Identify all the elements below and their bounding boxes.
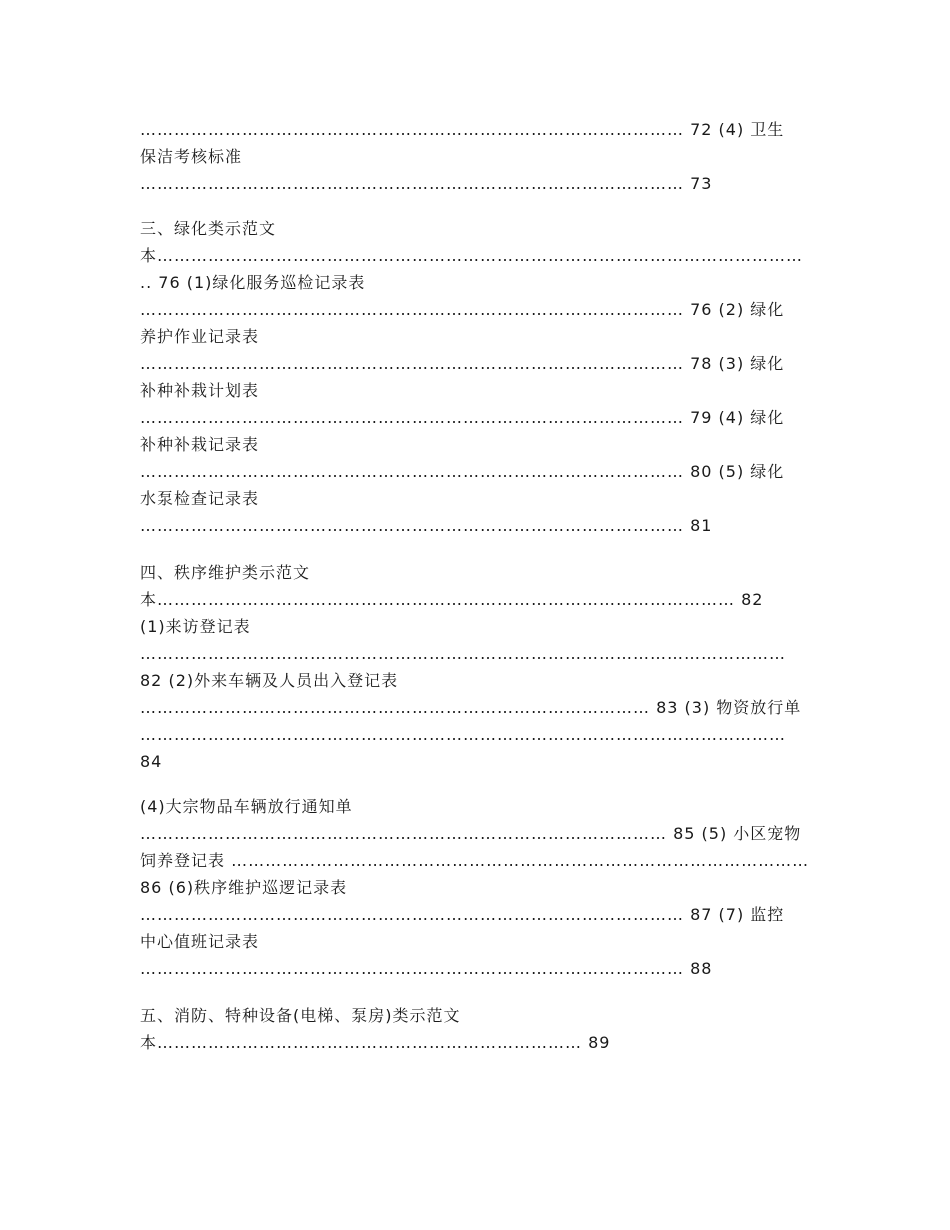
toc-line: …………………………………………………………………………………………………… (140, 725, 786, 744)
toc-line: …………………………………………………………………………………………………… (140, 644, 786, 663)
toc-line: …………………………………………………………………………………… 73 (140, 174, 713, 193)
toc-line: 养护作业记录表 (140, 327, 260, 346)
toc-line: ……………………………………………………………………………… 83 (3) 物资放行单 (140, 698, 802, 717)
toc-line: 82 (2)外来车辆及人员出入登记表 (140, 671, 399, 690)
toc-line: 本…………………………………………………………………………………………………… (140, 246, 803, 265)
toc-line: (4)大宗物品车辆放行通知单 (140, 797, 353, 816)
toc-line: …………………………………………………………………………………… 80 (5) 绿化 (140, 462, 785, 481)
toc-line: 中心值班记录表 (140, 932, 260, 951)
toc-line: 饲养登记表 ………………………………………………………………………………………… (140, 851, 810, 870)
toc-line: .. 76 (1)绿化服务巡检记录表 (140, 273, 366, 292)
toc-section-heading: 四、秩序维护类示范文 (140, 563, 311, 582)
toc-line: 补种补栽计划表 (140, 381, 260, 400)
toc-line: 本………………………………………………………………… 89 (140, 1033, 611, 1052)
toc-line: …………………………………………………………………………………… 76 (2) 绿化 (140, 300, 785, 319)
toc-section-heading: 三、绿化类示范文 (140, 219, 277, 238)
toc-line: ………………………………………………………………………………… 85 (5) 小区宠物 (140, 824, 802, 843)
toc-line: …………………………………………………………………………………… 78 (3) 绿化 (140, 354, 785, 373)
toc-section-heading: 五、消防、特种设备(电梯、泵房)类示范文 (140, 1006, 461, 1025)
toc-line: (1)来访登记表 (140, 617, 251, 636)
toc-line: 保洁考核标准 (140, 147, 243, 166)
toc-line: …………………………………………………………………………………… 87 (7) 监控 (140, 905, 785, 924)
toc-line: …………………………………………………………………………………… 72 (4) 卫生 (140, 120, 785, 139)
toc-line: …………………………………………………………………………………… 79 (4) 绿化 (140, 408, 785, 427)
toc-line: 86 (6)秩序维护巡逻记录表 (140, 878, 348, 897)
toc-line: 84 (140, 752, 163, 771)
toc-line: 本………………………………………………………………………………………… 82 (140, 590, 764, 609)
toc-line: …………………………………………………………………………………… 88 (140, 959, 713, 978)
toc-line: 补种补栽记录表 (140, 435, 260, 454)
toc-line: …………………………………………………………………………………… 81 (140, 516, 713, 535)
toc-line: 水泵检查记录表 (140, 489, 260, 508)
